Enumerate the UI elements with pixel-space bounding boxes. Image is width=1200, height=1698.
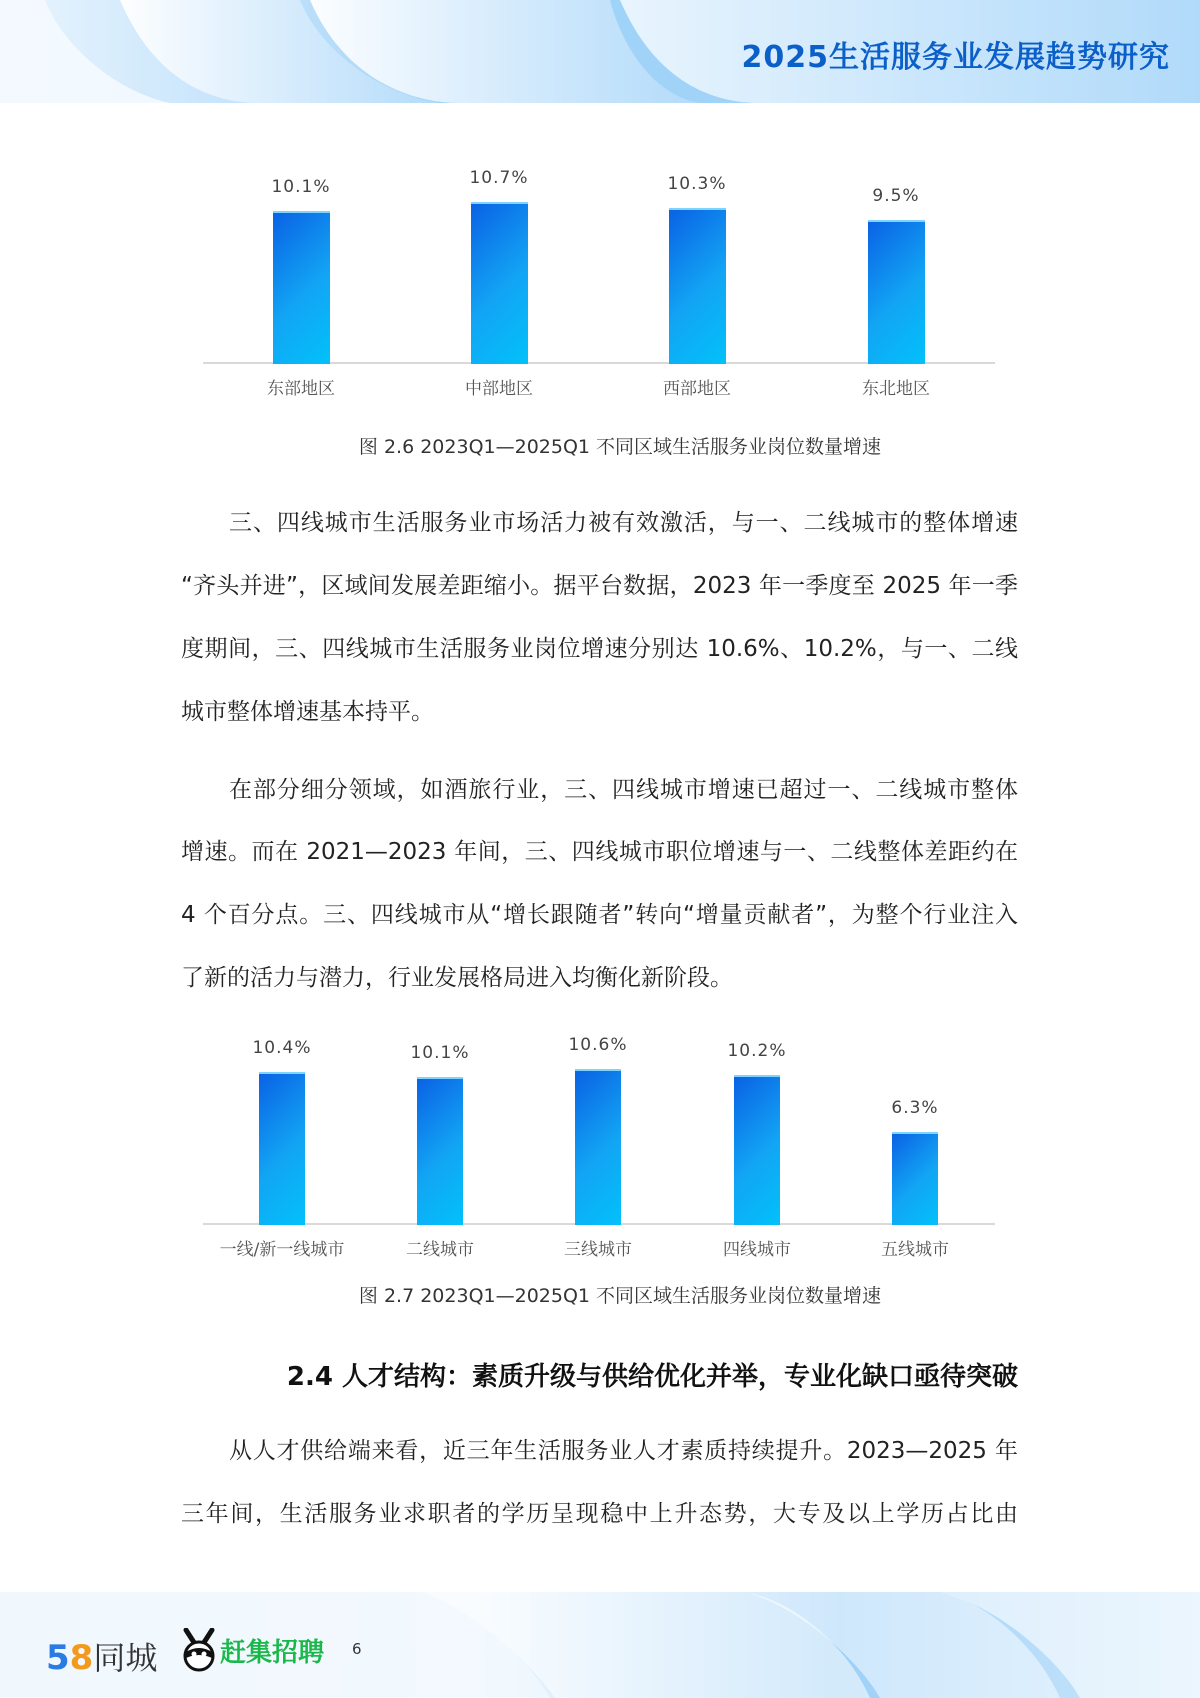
paragraph-line: 度期间，三、四线城市生活服务业岗位增速分别达 10.6%、10.2%，与一、二线 — [181, 636, 1018, 662]
logo-58-text: 同城 — [93, 1639, 158, 1677]
paragraph-line: 三、四线城市生活服务业市场活力被有效激活，与一、二线城市的整体增速 — [229, 510, 1018, 536]
bar-chart-city-tier-growth — [203, 1030, 995, 1260]
data-label: 10.4% — [252, 1038, 312, 1059]
data-label: 6.3% — [891, 1097, 939, 1118]
bar — [868, 220, 925, 365]
ganji-logo-text: 赶集招聘 — [220, 1637, 325, 1668]
category-label: 东部地区 — [267, 379, 335, 399]
paragraph-line: 从人才供给端来看，近三年生活服务业人才素质持续提升。2023—2025 年 — [229, 1438, 1018, 1464]
paragraph-line: 了新的活力与潜力，行业发展格局进入均衡化新阶段。 — [181, 965, 733, 991]
category-label: 五线城市 — [881, 1240, 949, 1260]
category-label: 东北地区 — [862, 379, 930, 399]
data-label: 10.1% — [271, 176, 331, 197]
paragraph-line: 三年间，生活服务业求职者的学历呈现稳中上升态势，大专及以上学历占比由 — [181, 1501, 1018, 1527]
logo-58-digit-5: 5 — [46, 1638, 70, 1678]
category-label: 中部地区 — [465, 379, 533, 399]
data-label: 9.5% — [872, 185, 920, 206]
bar — [273, 211, 330, 365]
bar — [669, 208, 726, 365]
bar — [734, 1075, 780, 1225]
bar — [259, 1072, 305, 1225]
category-label: 一线/新一线城市 — [219, 1240, 345, 1260]
bar — [417, 1077, 463, 1225]
paragraph-line: 城市整体增速基本持平。 — [181, 699, 434, 725]
report-title: 2025生活服务业发展趋势研究 — [741, 40, 1170, 75]
paragraph-line: 在部分细分领域，如酒旅行业，三、四线城市增速已超过一、二线城市整体 — [229, 777, 1018, 803]
category-label: 三线城市 — [564, 1240, 632, 1260]
category-label: 四线城市 — [723, 1240, 791, 1260]
paragraph-line: “齐头并进”，区域间发展差距缩小。据平台数据，2023 年一季度至 2025 年一季 — [181, 573, 1018, 599]
bar — [471, 202, 528, 365]
bar — [575, 1069, 621, 1225]
data-label: 10.1% — [410, 1042, 470, 1063]
paragraph-line: 4 个百分点。三、四线城市从“增长跟随者”转向“增量贡献者”，为整个行业注入 — [181, 902, 1018, 928]
logo-58-tongcheng — [46, 1633, 157, 1679]
data-label: 10.3% — [667, 173, 727, 194]
category-label: 二线城市 — [406, 1240, 474, 1260]
data-label: 10.6% — [568, 1035, 628, 1056]
logo-58-digit-8: 8 — [69, 1638, 94, 1678]
page-header-band — [0, 0, 1200, 103]
page-number: 6 — [352, 1640, 362, 1658]
data-label: 10.2% — [727, 1041, 787, 1062]
section-heading: 2.4 人才结构：素质升级与供给优化并举，专业化缺口亟待突破 — [286, 1362, 1018, 1392]
paragraph-line: 增速。而在 2021—2023 年间，三、四线城市职位增速与一、二线整体差距约在 — [181, 839, 1018, 865]
logo-ganji-zhaopin — [180, 1628, 324, 1672]
bar — [892, 1132, 938, 1225]
figure-caption-2-7: 图 2.7 2023Q1—2025Q1 不同区域生活服务业岗位数量增速 — [358, 1285, 882, 1307]
ganji-donkey-icon — [180, 1628, 218, 1672]
data-label: 10.7% — [469, 167, 529, 188]
bar-chart-region-growth — [203, 167, 995, 400]
figure-caption-2-6: 图 2.6 2023Q1—2025Q1 不同区域生活服务业岗位数量增速 — [358, 436, 882, 458]
category-label: 西部地区 — [663, 379, 731, 399]
